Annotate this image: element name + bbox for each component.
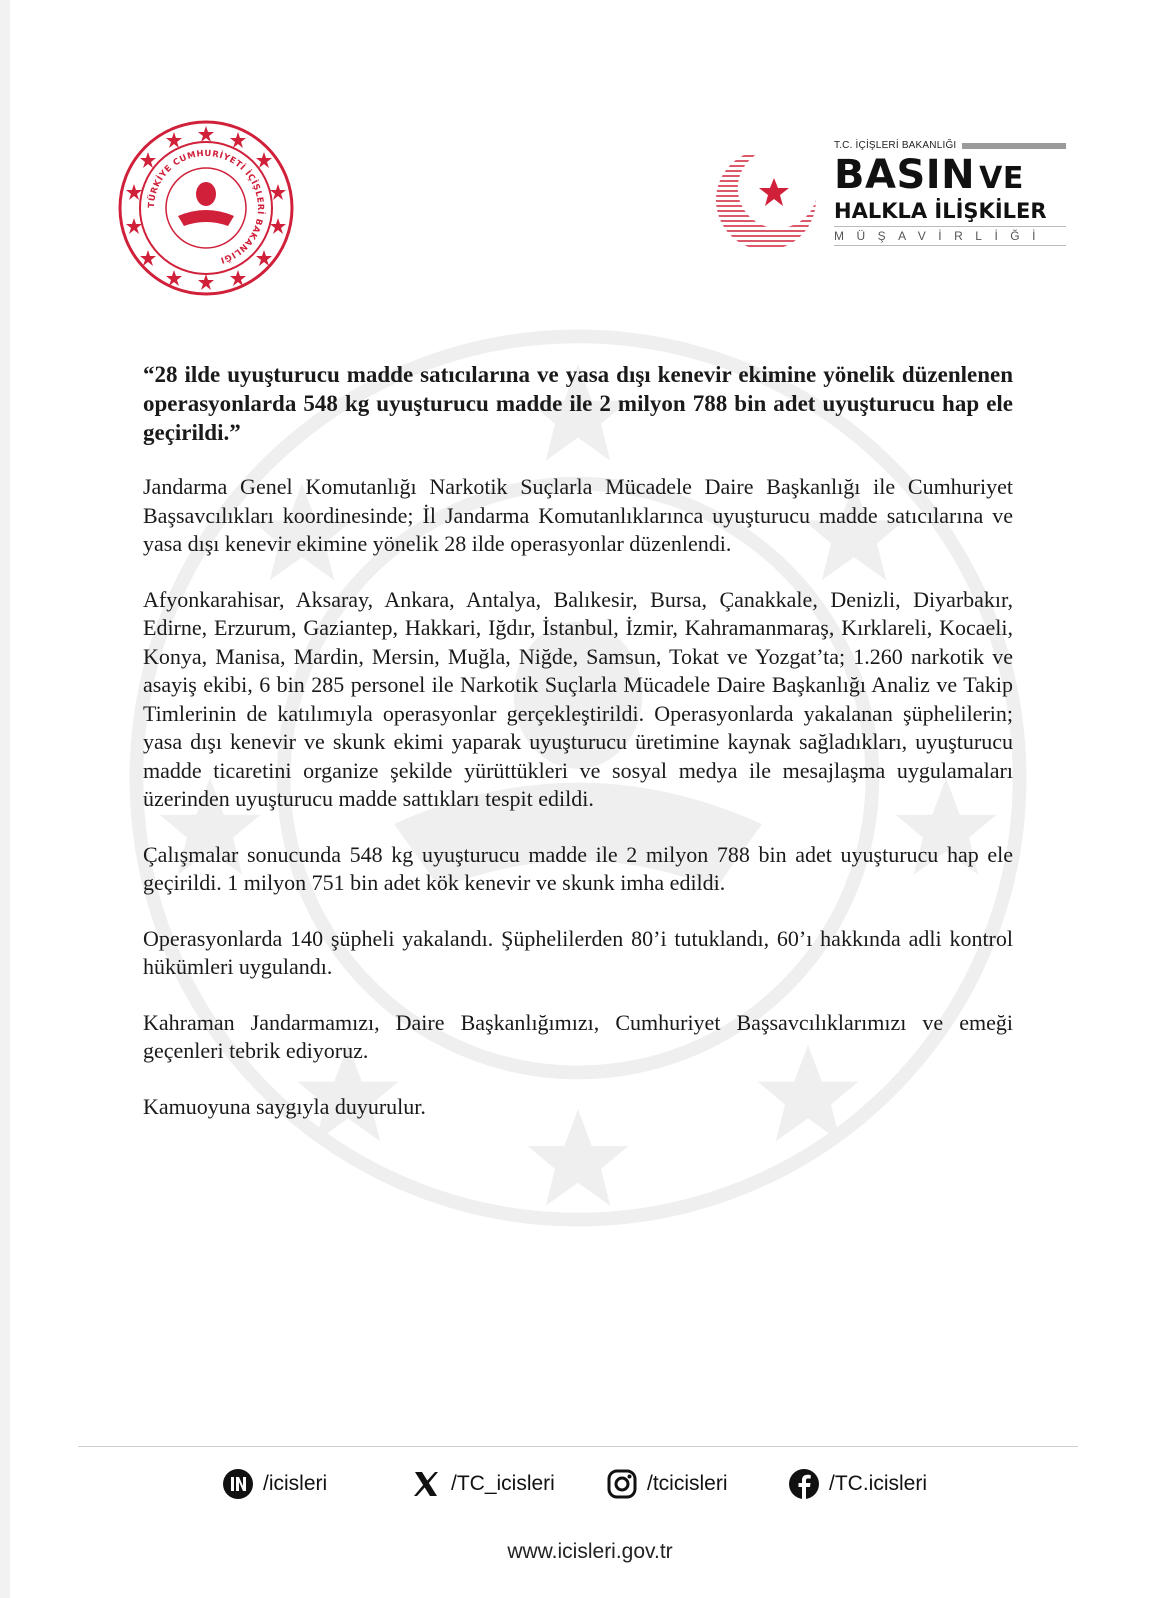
social-handle: /icisleri xyxy=(263,1472,328,1495)
closing-line: Kamuoyuna saygıyla duyurulur. xyxy=(143,1093,426,1119)
logo-ve: VE xyxy=(979,161,1024,196)
logo-musavirligi: MÜŞAVİRLİĞİ xyxy=(834,226,1066,246)
x-icon xyxy=(410,1468,442,1500)
ministry-seal-logo xyxy=(116,118,296,298)
press-release-headline: “28 ilde uyuşturucu madde satıcılarına ve yasa dışı kenevir ekimine yönelik düzenlenen operasyonlarda 548 kg uyuşturucu madde ile 2 milyon 788 bin adet uyuşturucu hap ele geçirildi.” xyxy=(143,362,1013,445)
body-paragraph: Afyonkarahisar, Aksaray, Ankara, Antalya, Balıkesir, Bursa, Çanakkale, Denizli, Diyarbakır, Edirne, Erzurum, Gaziantep, Hakkari, Iğdır, İstanbul, İzmir, Kahramanmaraş, Kırklareli, Kocaeli, Konya, Manisa, Mardin, Mersin, Muğla, Niğde, Samsun, Tokat ve Yozgat’ta; 1.260 narkotik ve asayiş ekibi, 6 bin 285 personel ile Narkotik Suçlarla Mücadele Daire Başkanlığı Analiz ve Takip Timlerinin de katılımıyla operasyonlar gerçekleştirildi. Operasyonlarda yakalanan şüphelilerin; yasa dışı kenevir ve skunk ekimi yaparak uyuşturucu üretimine kaynak sağladıkları, uyuşturucu madde ticaretini organize şekilde yürüttükleri ve sosyal medya ile mesajlaşma uygulamaları üzerinden uyuşturucu madde sattıkları tespit edildi. xyxy=(143,586,1013,811)
social-nsosyal-link[interactable] xyxy=(222,1468,327,1500)
logo-basin: BASIN xyxy=(834,152,976,198)
logo-halkla-iliskiler: HALKLA İLİŞKİLER xyxy=(834,199,1047,223)
nsosyal-icon xyxy=(222,1468,254,1500)
website-link[interactable]: www.icisleri.gov.tr xyxy=(507,1540,673,1563)
basin-halkla-iliskiler-logo xyxy=(712,140,1066,260)
logo-ministry-line: T.C. İÇİŞLERİ BAKANLIĞI xyxy=(834,140,957,151)
instagram-icon xyxy=(606,1468,638,1500)
social-x-link[interactable] xyxy=(410,1468,555,1500)
social-handle: /TC.icisleri xyxy=(829,1472,927,1495)
footer-divider xyxy=(78,1446,1078,1447)
body-paragraph: Kahraman Jandarmamızı, Daire Başkanlığımızı, Cumhuriyet Başsavcılıklarımızı ve emeği geçenleri tebrik ediyoruz. xyxy=(143,1009,1013,1063)
body-paragraph: Çalışmalar sonucunda 548 kg uyuşturucu madde ile 2 milyon 788 bin adet uyuşturucu hap ele geçirildi. 1 milyon 751 bin adet kök kenevir ve skunk imha edildi. xyxy=(143,841,1013,895)
seal-ring-text: TÜRKİYE CUMHURİYETİ İÇİŞLERİ BAKANLIĞI xyxy=(146,148,266,265)
press-release-page xyxy=(10,0,1170,1598)
body-paragraph: Jandarma Genel Komutanlığı Narkotik Suçlarla Mücadele Daire Başkanlığı ile Cumhuriyet Başsavcılıkları koordinesinde; İl Jandarma Komutanlıklarınca uyuşturucu madde satıcılarına ve yasa dışı kenevir ekimine yönelik 28 ilde operasyonlar düzenlendi. xyxy=(143,474,1013,556)
social-handle: /tcicisleri xyxy=(647,1472,728,1495)
social-handle: /TC_icisleri xyxy=(451,1472,555,1495)
facebook-icon xyxy=(788,1468,820,1500)
crescent-star-emblem xyxy=(712,146,820,254)
social-facebook-link[interactable] xyxy=(788,1468,927,1500)
social-instagram-link[interactable] xyxy=(606,1468,728,1500)
press-release-body xyxy=(143,360,1013,1148)
body-paragraph: Operasyonlarda 140 şüpheli yakalandı. Şüphelilerden 80’i tutuklandı, 60’ı hakkında adli kontrol hükümleri uygulandı. xyxy=(143,925,1013,979)
